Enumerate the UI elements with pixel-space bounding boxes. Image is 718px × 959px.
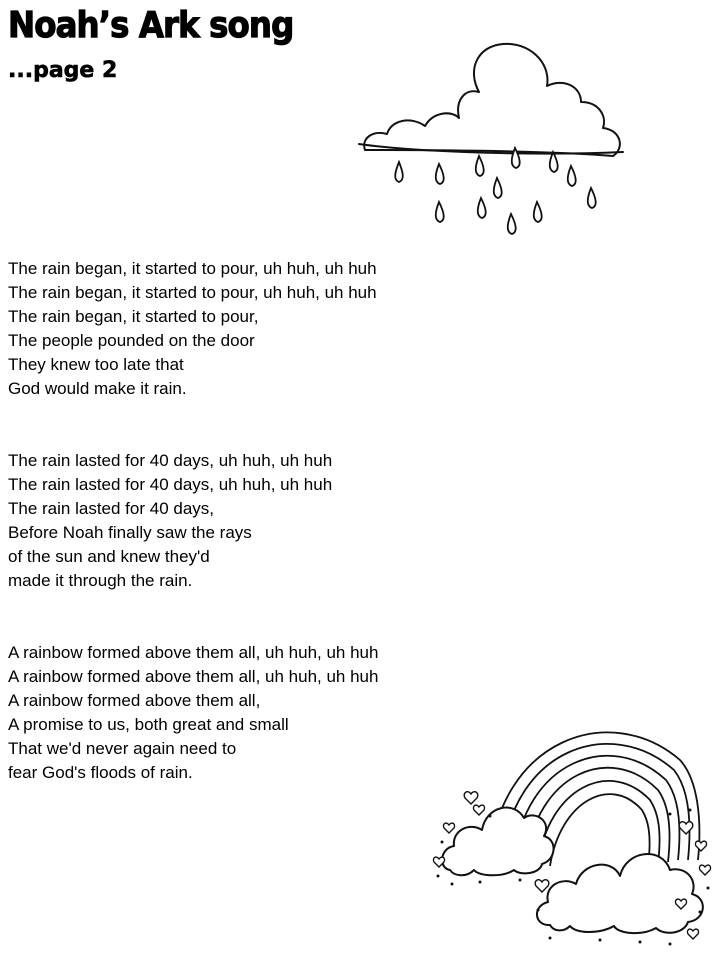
verse-line: Before Noah finally saw the rays [8,523,252,542]
rain-cloud-icon [355,40,630,245]
verse-line: A rainbow formed above them all, uh huh, uh huh [8,643,379,662]
verse-line: The rain began, it started to pour, [8,307,259,326]
verse-3 [8,641,378,785]
page-subtitle: ...page 2 [8,58,118,83]
verse-line: The rain lasted for 40 days, uh huh, uh huh [8,475,333,494]
verse-line: They knew too late that [8,355,184,374]
verse-line: God would make it rain. [8,379,187,398]
page-title: Noah’s Ark song [8,5,294,46]
verse-line: made it through the rain. [8,571,193,590]
verse-2 [8,449,332,593]
verse-1 [8,257,377,401]
verse-line: That we'd never again need to [8,739,237,758]
verse-line: A rainbow formed above them all, uh huh, uh huh [8,667,379,686]
rainbow-clouds-icon [430,700,715,950]
verse-line: of the sun and knew they'd [8,547,210,566]
verse-line: fear God's floods of rain. [8,763,193,782]
verse-line: The rain began, it started to pour, uh huh, uh huh [8,283,377,302]
verse-line: The people pounded on the door [8,331,255,350]
verse-line: The rain began, it started to pour, uh huh, uh huh [8,259,377,278]
verse-line: The rain lasted for 40 days, [8,499,215,518]
verse-line: A rainbow formed above them all, [8,691,261,710]
verse-line: The rain lasted for 40 days, uh huh, uh huh [8,451,333,470]
verse-line: A promise to us, both great and small [8,715,289,734]
